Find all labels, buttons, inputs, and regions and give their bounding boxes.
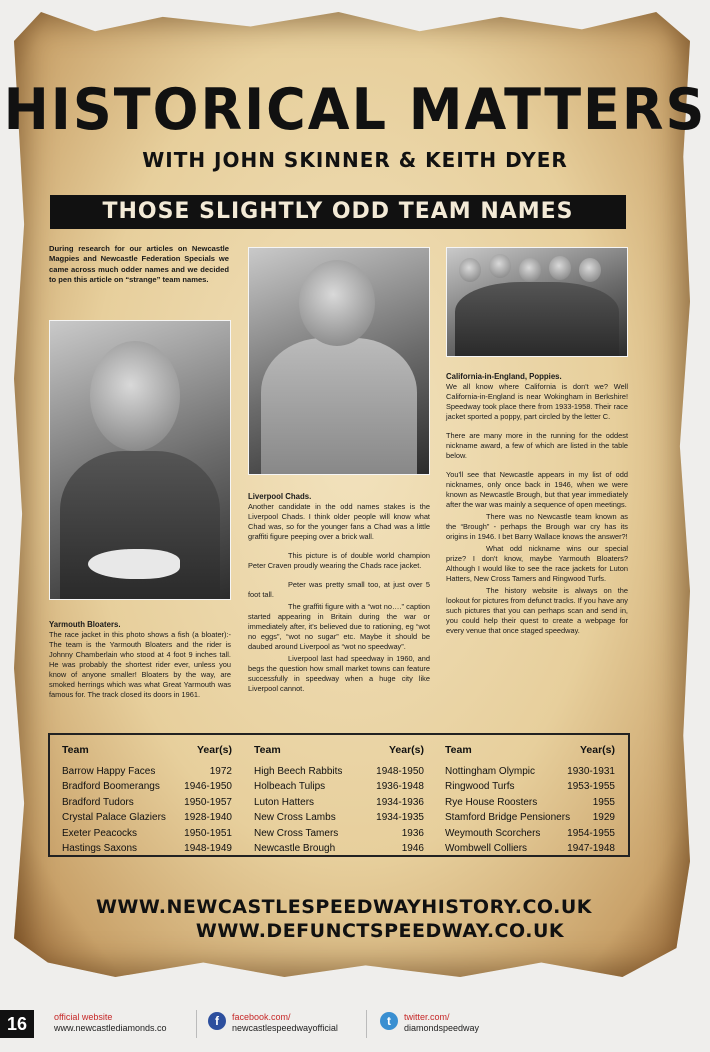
- footer-website-url[interactable]: www.newcastlediamonds.co: [54, 1023, 167, 1033]
- table-row: Rye House Roosters 1955: [445, 796, 615, 808]
- footer-website[interactable]: [54, 1012, 167, 1034]
- article-california: [446, 372, 628, 645]
- footer-website-label: official website: [54, 1012, 113, 1022]
- footer-twitter-handle[interactable]: diamondspeedway: [404, 1023, 480, 1033]
- table-header-team: Team: [445, 744, 472, 756]
- text-liverpool-1: Another candidate in the odd names stakes is the Liverpool Chads. I think older people will know what Chad was, so for the younger fans a Chad was a little graffiti figure peeping over a brick wall.: [248, 502, 430, 541]
- url-defunct-speedway[interactable]: WWW.DEFUNCTSPEEDWAY.CO.UK: [195, 920, 565, 942]
- text-liverpool-5: Liverpool last had speedway in 1960, and begs the question how small market towns can feature successfully in speedway when a huge city like Liverpool cannot.: [248, 654, 430, 693]
- text-liverpool-4: The graffiti figure with a “wot no….” caption started appearing in Britain during the war or immediately after, it's believed due to rationing, eg “wot no eggs”, “wot no sugar” etc. Maybe it should be daubed around Liverpool as “wot no speedway”.: [248, 602, 430, 651]
- twitter-icon: t: [380, 1012, 398, 1030]
- table-row: Wombwell Colliers 1947-1948: [445, 843, 615, 854]
- table-row: Ringwood Turfs 1953-1955: [445, 781, 615, 792]
- table-header-team: Team: [254, 744, 281, 756]
- heading-yarmouth: Yarmouth Bloaters.: [49, 620, 121, 629]
- footer-facebook[interactable]: [232, 1012, 338, 1034]
- text-california-2: There are many more in the running for the oddest nickname award, a few of which are listed in the table below.: [446, 431, 628, 460]
- footer-facebook-handle[interactable]: newcastlespeedwayofficial: [232, 1023, 338, 1033]
- footer-twitter-label: twitter.com/: [404, 1012, 450, 1022]
- table-column-3: [445, 743, 615, 857]
- table-row: Bradford Tudors 1950-1957: [62, 796, 232, 808]
- page-title: HISTORICAL MATTERS: [3, 76, 707, 143]
- section-banner: THOSE SLIGHTLY ODD TEAM NAMES: [50, 195, 626, 229]
- photo-california-team: [446, 247, 628, 357]
- table-row: Nottingham Olympic 1930-1931: [445, 765, 615, 777]
- footer-twitter[interactable]: [404, 1012, 479, 1034]
- table-header-years: Year(s): [579, 744, 615, 756]
- table-row: Newcastle Brough 1946: [254, 843, 424, 854]
- table-row: Luton Hatters 1934-1936: [254, 796, 424, 808]
- table-row: Hastings Saxons 1948-1949: [62, 843, 232, 854]
- text-california-5: What odd nickname wins our special prize? I don't know, maybe Yarmouth Bloaters? Although I would like to see the race jackets for Luton Hatters, New Cross Tamers and Ringwood Turfs.: [446, 544, 628, 583]
- table-row: New Cross Tamers 1936: [254, 827, 424, 839]
- text-california-3: You'll see that Newcastle appears in my list of odd nicknames, only once back in 1946, when we were known as Newcastle Brough, but that year immediately after the war was mainly a sequence of open meetings.: [446, 470, 628, 509]
- article-yarmouth: [49, 620, 231, 709]
- page-subtitle: WITH JOHN SKINNER & KEITH DYER: [142, 148, 568, 172]
- table-column-2: [254, 743, 424, 857]
- footer-divider: [196, 1010, 197, 1038]
- text-liverpool-3: Peter was pretty small too, at just over 5 foot tall.: [248, 580, 430, 599]
- intro-text: During research for our articles on Newcastle Magpies and Newcastle Federation Specials we came across much odder names and we decided to pen this article on “strange” team names.: [49, 244, 229, 285]
- table-row: Barrow Happy Faces 1972: [62, 765, 232, 777]
- photo-peter-craven: [248, 247, 430, 475]
- text-california-1: We all know where California is don't we? Well California-in-England is near Wokingham in Berkshire! Speedway took place there from 1933-1958. Their race jacket sported a poppy, part circled by the letter C.: [446, 382, 628, 421]
- table-column-1: [62, 743, 232, 857]
- heading-california: California-in-England, Poppies.: [446, 372, 562, 381]
- footer-divider: [366, 1010, 367, 1038]
- table-row: Exeter Peacocks 1950-1951: [62, 827, 232, 839]
- table-row: High Beech Rabbits 1948-1950: [254, 765, 424, 777]
- text-california-4: There was no Newcastle team known as the “Brough” - perhaps the Brough war cry has its origins in 1946. I bet Barry Wallace knows the answer?!: [446, 512, 628, 541]
- heading-liverpool: Liverpool Chads.: [248, 492, 312, 501]
- table-row: Stamford Bridge Pensioners 1929: [445, 812, 615, 823]
- page-number: 16: [0, 1010, 34, 1038]
- footer-facebook-label: facebook.com/: [232, 1012, 291, 1022]
- table-row: Crystal Palace Glaziers 1928-1940: [62, 812, 232, 823]
- facebook-icon: f: [208, 1012, 226, 1030]
- table-header-years: Year(s): [388, 744, 424, 756]
- text-california-6: The history website is always on the lookout for pictures from defunct tracks. If you have any such pictures that you can perhaps scan and send in, you could help their quest to create a webpage for every venue that once staged speedway.: [446, 586, 628, 635]
- team-names-table: [48, 733, 630, 857]
- photo-yarmouth-rider: [49, 320, 231, 600]
- table-row: Weymouth Scorchers 1954-1955: [445, 827, 615, 839]
- text-yarmouth: The race jacket in this photo shows a fish (a bloater):- The team is the Yarmouth Bloaters and the rider is Johnny Chamberlain who stood at 4 foot 9 inches tall. He was probably the shortest rider ever, unless you know of anyone smaller! Bloaters by the way, are smoked herrings which was what Great Yarmouth was famous for. The track closed its doors in 1961.: [49, 630, 231, 699]
- table-header-years: Year(s): [196, 744, 232, 756]
- table-row: New Cross Lambs 1934-1935: [254, 812, 424, 823]
- fish-emblem: [88, 549, 180, 579]
- url-newcastle-history[interactable]: WWW.NEWCASTLESPEEDWAYHISTORY.CO.UK: [95, 896, 593, 918]
- table-row: Bradford Boomerangs 1946-1950: [62, 781, 232, 792]
- table-header-team: Team: [62, 744, 89, 756]
- text-liverpool-2: This picture is of double world champion Peter Craven proudly wearing the Chads race jacket.: [248, 551, 430, 570]
- table-row: Holbeach Tulips 1936-1948: [254, 781, 424, 792]
- article-liverpool: [248, 492, 430, 703]
